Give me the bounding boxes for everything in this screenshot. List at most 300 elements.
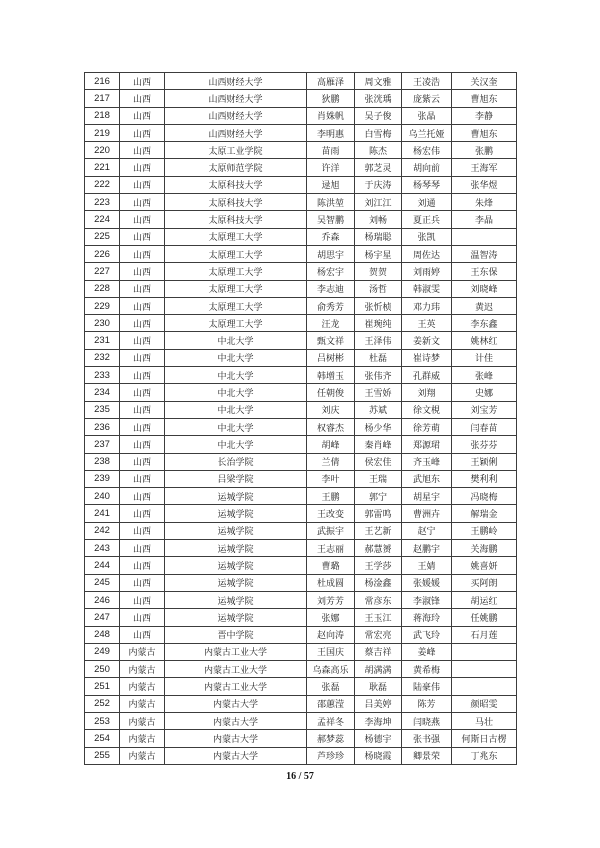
province-cell: 山西 (120, 159, 165, 176)
name-cell-4: 马壮 (452, 712, 517, 729)
name-cell-4: 何斯日古楞 (452, 730, 517, 747)
name-cell-4: 李晶 (452, 211, 517, 228)
row-number: 222 (85, 176, 120, 193)
name-cell-1: 韩增玉 (307, 367, 355, 384)
university-cell: 太原科技大学 (165, 194, 307, 211)
province-cell: 山西 (120, 73, 165, 90)
name-cell-4: 姚林红 (452, 332, 517, 349)
table-row (85, 194, 517, 211)
name-cell-3: 庞紫云 (402, 90, 452, 107)
table-row (85, 401, 517, 418)
province-cell: 山西 (120, 557, 165, 574)
table-row (85, 228, 517, 245)
university-cell: 中北大学 (165, 401, 307, 418)
row-number: 228 (85, 280, 120, 297)
table-row (85, 540, 517, 557)
name-cell-3: 闫晓燕 (402, 712, 452, 729)
name-cell-3: 胡向前 (402, 159, 452, 176)
university-cell: 中北大学 (165, 418, 307, 435)
name-cell-3: 李淑锋 (402, 591, 452, 608)
university-cell: 内蒙古大学 (165, 730, 307, 747)
name-cell-4: 李东鑫 (452, 315, 517, 332)
table-row (85, 315, 517, 332)
row-number: 239 (85, 470, 120, 487)
table-row (85, 418, 517, 435)
name-cell-1: 吴智鹏 (307, 211, 355, 228)
name-cell-4: 朱烽 (452, 194, 517, 211)
name-cell-3: 刘雨婷 (402, 263, 452, 280)
row-number: 240 (85, 488, 120, 505)
name-cell-4: 冯晓梅 (452, 488, 517, 505)
name-cell-2: 张忻桢 (355, 297, 402, 314)
province-cell: 山西 (120, 384, 165, 401)
name-cell-1: 乔森 (307, 228, 355, 245)
name-cell-1: 张磊 (307, 678, 355, 695)
name-cell-4: 石月莲 (452, 626, 517, 643)
name-cell-2: 郭宁 (355, 488, 402, 505)
table-row (85, 695, 517, 712)
row-number: 227 (85, 263, 120, 280)
name-cell-3: 韩淑雯 (402, 280, 452, 297)
name-cell-3: 周佐达 (402, 245, 452, 262)
province-cell: 山西 (120, 315, 165, 332)
name-cell-3: 陆豪伟 (402, 678, 452, 695)
table-row (85, 626, 517, 643)
name-cell-1: 芦珍珍 (307, 747, 355, 764)
name-cell-4: 任姚鹏 (452, 609, 517, 626)
province-cell: 山西 (120, 453, 165, 470)
name-cell-1: 许洋 (307, 159, 355, 176)
university-cell: 中北大学 (165, 332, 307, 349)
row-number: 248 (85, 626, 120, 643)
name-cell-2: 苏斌 (355, 401, 402, 418)
university-cell: 太原科技大学 (165, 211, 307, 228)
table-row (85, 384, 517, 401)
name-cell-4: 王海军 (452, 159, 517, 176)
name-cell-2: 于庆涛 (355, 176, 402, 193)
name-cell-4: 闫春苗 (452, 418, 517, 435)
university-cell: 山西财经大学 (165, 124, 307, 141)
name-cell-1: 郝梦蕊 (307, 730, 355, 747)
name-cell-4: 王东保 (452, 263, 517, 280)
table-row (85, 678, 517, 695)
row-number: 247 (85, 609, 120, 626)
row-number: 251 (85, 678, 120, 695)
name-cell-2: 刘畅 (355, 211, 402, 228)
row-number: 217 (85, 90, 120, 107)
name-cell-2: 蔡吉祥 (355, 643, 402, 660)
table-row (85, 280, 517, 297)
province-cell: 内蒙古 (120, 643, 165, 660)
province-cell: 山西 (120, 349, 165, 366)
university-cell: 内蒙古工业大学 (165, 661, 307, 678)
row-number: 255 (85, 747, 120, 764)
name-cell-1: 甄文祥 (307, 332, 355, 349)
table-row (85, 159, 517, 176)
name-cell-3: 胡星宇 (402, 488, 452, 505)
province-cell: 山西 (120, 367, 165, 384)
page-number: 16 / 57 (286, 771, 314, 782)
table-row (85, 297, 517, 314)
name-cell-2: 陈杰 (355, 142, 402, 159)
university-cell: 中北大学 (165, 367, 307, 384)
university-cell: 中北大学 (165, 436, 307, 453)
name-cell-1: 曹璐 (307, 557, 355, 574)
name-cell-2: 杨晓霞 (355, 747, 402, 764)
university-cell: 太原工业学院 (165, 142, 307, 159)
table-row (85, 245, 517, 262)
province-cell: 山西 (120, 418, 165, 435)
name-cell-4: 李静 (452, 107, 517, 124)
name-cell-3: 赵宁 (402, 522, 452, 539)
name-cell-3: 卿景荣 (402, 747, 452, 764)
name-cell-4: 姚喜妍 (452, 557, 517, 574)
name-cell-4: 王颖俐 (452, 453, 517, 470)
university-cell: 运城学院 (165, 488, 307, 505)
name-cell-3: 张凯 (402, 228, 452, 245)
table-row (85, 609, 517, 626)
name-cell-3: 王英 (402, 315, 452, 332)
row-number: 216 (85, 73, 120, 90)
province-cell: 内蒙古 (120, 712, 165, 729)
name-cell-4: 樊利利 (452, 470, 517, 487)
name-cell-1: 乌森高乐 (307, 661, 355, 678)
name-cell-1: 俞秀芳 (307, 297, 355, 314)
university-cell: 中北大学 (165, 349, 307, 366)
table-row (85, 591, 517, 608)
name-cell-3: 乌兰托娅 (402, 124, 452, 141)
name-cell-3: 夏正兵 (402, 211, 452, 228)
university-cell: 长治学院 (165, 453, 307, 470)
table-row (85, 124, 517, 141)
name-cell-1: 高雁泽 (307, 73, 355, 90)
university-cell: 内蒙古大学 (165, 695, 307, 712)
province-cell: 山西 (120, 176, 165, 193)
province-cell: 山西 (120, 436, 165, 453)
name-cell-1: 狄鹏 (307, 90, 355, 107)
name-cell-3: 杨琴琴 (402, 176, 452, 193)
name-cell-2: 王瑞 (355, 470, 402, 487)
name-cell-1: 赵向涛 (307, 626, 355, 643)
name-cell-1: 胡思宇 (307, 245, 355, 262)
name-cell-2: 杨瑞聪 (355, 228, 402, 245)
province-cell: 山西 (120, 107, 165, 124)
name-cell-1: 杨宏宇 (307, 263, 355, 280)
row-number: 238 (85, 453, 120, 470)
province-cell: 山西 (120, 522, 165, 539)
row-number: 219 (85, 124, 120, 141)
name-cell-2: 王艺新 (355, 522, 402, 539)
table-row (85, 367, 517, 384)
name-cell-1: 王国庆 (307, 643, 355, 660)
name-cell-3: 赵鹏宇 (402, 540, 452, 557)
name-cell-2: 郭雷鸣 (355, 505, 402, 522)
row-number: 253 (85, 712, 120, 729)
row-number: 220 (85, 142, 120, 159)
table-row (85, 470, 517, 487)
university-cell: 太原师范学院 (165, 159, 307, 176)
name-cell-3: 刘翔 (402, 384, 452, 401)
name-cell-4: 黄迟 (452, 297, 517, 314)
row-number: 244 (85, 557, 120, 574)
province-cell: 山西 (120, 280, 165, 297)
name-cell-1: 刘庆 (307, 401, 355, 418)
name-cell-1: 武振宇 (307, 522, 355, 539)
row-number: 225 (85, 228, 120, 245)
name-cell-2: 刘江江 (355, 194, 402, 211)
name-cell-3: 陈芳 (402, 695, 452, 712)
province-cell: 山西 (120, 228, 165, 245)
row-number: 235 (85, 401, 120, 418)
row-number: 237 (85, 436, 120, 453)
province-cell: 山西 (120, 488, 165, 505)
name-cell-1: 张娜 (307, 609, 355, 626)
row-number: 254 (85, 730, 120, 747)
name-cell-4: 王鹏岭 (452, 522, 517, 539)
name-cell-1: 李志迪 (307, 280, 355, 297)
name-cell-4: 温智涛 (452, 245, 517, 262)
university-cell: 太原理工大学 (165, 263, 307, 280)
university-cell: 运城学院 (165, 522, 307, 539)
table-row (85, 522, 517, 539)
table-row (85, 747, 517, 764)
name-cell-2: 耿磊 (355, 678, 402, 695)
name-cell-4 (452, 661, 517, 678)
university-cell: 内蒙古工业大学 (165, 643, 307, 660)
name-cell-4: 史娜 (452, 384, 517, 401)
province-cell: 山西 (120, 124, 165, 141)
name-cell-3: 张晶 (402, 107, 452, 124)
university-cell: 内蒙古工业大学 (165, 678, 307, 695)
name-cell-1: 王鹏 (307, 488, 355, 505)
name-cell-3: 武飞玲 (402, 626, 452, 643)
university-cell: 运城学院 (165, 574, 307, 591)
university-cell: 运城学院 (165, 591, 307, 608)
name-cell-4: 丁兆东 (452, 747, 517, 764)
table-row (85, 263, 517, 280)
table-row (85, 643, 517, 660)
university-cell: 太原理工大学 (165, 297, 307, 314)
name-cell-1: 杜成圆 (307, 574, 355, 591)
table-row (85, 436, 517, 453)
table-row (85, 107, 517, 124)
name-cell-1: 李明惠 (307, 124, 355, 141)
name-cell-2: 周文雅 (355, 73, 402, 90)
university-cell: 山西财经大学 (165, 90, 307, 107)
province-cell: 山西 (120, 626, 165, 643)
name-cell-1: 苗雨 (307, 142, 355, 159)
province-cell: 山西 (120, 401, 165, 418)
table-row (85, 661, 517, 678)
name-cell-4: 计佳 (452, 349, 517, 366)
name-cell-1: 吕树彬 (307, 349, 355, 366)
name-cell-2: 胡满满 (355, 661, 402, 678)
row-number: 232 (85, 349, 120, 366)
name-cell-2: 张伟齐 (355, 367, 402, 384)
row-number: 250 (85, 661, 120, 678)
table-row (85, 211, 517, 228)
table-row (85, 142, 517, 159)
name-cell-4: 张芬芬 (452, 436, 517, 453)
name-cell-2: 秦肖峰 (355, 436, 402, 453)
name-cell-2: 杨淦鑫 (355, 574, 402, 591)
name-cell-4: 曹旭东 (452, 90, 517, 107)
province-cell: 山西 (120, 297, 165, 314)
name-cell-2: 王泽伟 (355, 332, 402, 349)
table-row (85, 505, 517, 522)
row-number: 224 (85, 211, 120, 228)
province-cell: 内蒙古 (120, 695, 165, 712)
table-row (85, 574, 517, 591)
name-cell-2: 杨少华 (355, 418, 402, 435)
name-cell-2: 杨宇星 (355, 245, 402, 262)
name-cell-4: 刘晓峰 (452, 280, 517, 297)
university-cell: 山西财经大学 (165, 73, 307, 90)
name-cell-1: 陈洪堃 (307, 194, 355, 211)
name-cell-4 (452, 678, 517, 695)
name-cell-2: 常宏亮 (355, 626, 402, 643)
name-cell-3: 姜新文 (402, 332, 452, 349)
name-cell-4 (452, 228, 517, 245)
row-number: 231 (85, 332, 120, 349)
name-cell-2: 郭芝灵 (355, 159, 402, 176)
row-number: 243 (85, 540, 120, 557)
table-row (85, 453, 517, 470)
name-cell-3: 刘通 (402, 194, 452, 211)
province-cell: 山西 (120, 470, 165, 487)
name-cell-2: 王学莎 (355, 557, 402, 574)
name-cell-1: 孟祥冬 (307, 712, 355, 729)
table-row (85, 712, 517, 729)
name-cell-4: 解瑞金 (452, 505, 517, 522)
university-cell: 太原理工大学 (165, 280, 307, 297)
row-number: 246 (85, 591, 120, 608)
university-cell: 太原科技大学 (165, 176, 307, 193)
name-cell-1: 逯旭 (307, 176, 355, 193)
province-cell: 山西 (120, 609, 165, 626)
province-cell: 山西 (120, 332, 165, 349)
name-cell-1: 兰倩 (307, 453, 355, 470)
name-cell-3: 崔诗梦 (402, 349, 452, 366)
row-number: 234 (85, 384, 120, 401)
university-cell: 太原理工大学 (165, 228, 307, 245)
row-number: 252 (85, 695, 120, 712)
name-cell-3: 曹洲卉 (402, 505, 452, 522)
row-number: 241 (85, 505, 120, 522)
roster-body (85, 73, 517, 765)
university-cell: 运城学院 (165, 540, 307, 557)
name-cell-2: 张洸瑀 (355, 90, 402, 107)
province-cell: 内蒙古 (120, 747, 165, 764)
university-cell: 晋中学院 (165, 626, 307, 643)
row-number: 223 (85, 194, 120, 211)
name-cell-4: 张峰 (452, 367, 517, 384)
name-cell-3: 张媛媛 (402, 574, 452, 591)
name-cell-2: 吕美婷 (355, 695, 402, 712)
name-cell-2: 白雪梅 (355, 124, 402, 141)
name-cell-4: 买阿朗 (452, 574, 517, 591)
province-cell: 山西 (120, 194, 165, 211)
province-cell: 内蒙古 (120, 730, 165, 747)
province-cell: 山西 (120, 142, 165, 159)
name-cell-3: 徐芳萌 (402, 418, 452, 435)
university-cell: 内蒙古大学 (165, 747, 307, 764)
province-cell: 山西 (120, 574, 165, 591)
province-cell: 山西 (120, 505, 165, 522)
row-number: 218 (85, 107, 120, 124)
name-cell-3: 黄希梅 (402, 661, 452, 678)
name-cell-3: 蒋海玲 (402, 609, 452, 626)
row-number: 229 (85, 297, 120, 314)
name-cell-4: 胡运红 (452, 591, 517, 608)
name-cell-4: 颜昭雯 (452, 695, 517, 712)
name-cell-1: 胡峰 (307, 436, 355, 453)
province-cell: 山西 (120, 540, 165, 557)
row-number: 233 (85, 367, 120, 384)
name-cell-1: 邵蕙滢 (307, 695, 355, 712)
name-cell-3: 武旭东 (402, 470, 452, 487)
name-cell-2: 汤哲 (355, 280, 402, 297)
table-row (85, 176, 517, 193)
row-number: 245 (85, 574, 120, 591)
name-cell-1: 权睿杰 (307, 418, 355, 435)
name-cell-1: 王志丽 (307, 540, 355, 557)
name-cell-1: 王改变 (307, 505, 355, 522)
name-cell-3: 王凌浩 (402, 73, 452, 90)
name-cell-3: 姜峰 (402, 643, 452, 660)
name-cell-3: 徐文梘 (402, 401, 452, 418)
name-cell-2: 郝慧赟 (355, 540, 402, 557)
name-cell-2: 吴子俊 (355, 107, 402, 124)
row-number: 242 (85, 522, 120, 539)
university-cell: 山西财经大学 (165, 107, 307, 124)
table-row (85, 90, 517, 107)
province-cell: 山西 (120, 245, 165, 262)
table-row (85, 73, 517, 90)
name-cell-4: 张华煜 (452, 176, 517, 193)
province-cell: 山西 (120, 211, 165, 228)
name-cell-3: 齐玉峰 (402, 453, 452, 470)
name-cell-1: 肖姝帆 (307, 107, 355, 124)
name-cell-3: 张书强 (402, 730, 452, 747)
name-cell-1: 李叶 (307, 470, 355, 487)
university-cell: 吕梁学院 (165, 470, 307, 487)
table-row (85, 730, 517, 747)
name-cell-2: 崔琬纯 (355, 315, 402, 332)
university-cell: 运城学院 (165, 557, 307, 574)
name-cell-1: 任朝俊 (307, 384, 355, 401)
name-cell-3: 郑源珺 (402, 436, 452, 453)
name-cell-2: 常彦东 (355, 591, 402, 608)
table-row (85, 332, 517, 349)
university-cell: 运城学院 (165, 505, 307, 522)
table-row (85, 557, 517, 574)
row-number: 249 (85, 643, 120, 660)
name-cell-4: 关汉奎 (452, 73, 517, 90)
province-cell: 山西 (120, 263, 165, 280)
row-number: 221 (85, 159, 120, 176)
table-row (85, 488, 517, 505)
name-cell-3: 孔群威 (402, 367, 452, 384)
name-cell-4: 曹旭东 (452, 124, 517, 141)
name-cell-3: 杨宏伟 (402, 142, 452, 159)
row-number: 230 (85, 315, 120, 332)
name-cell-4: 刘宝芳 (452, 401, 517, 418)
province-cell: 内蒙古 (120, 661, 165, 678)
name-cell-2: 侯宏佳 (355, 453, 402, 470)
name-cell-2: 王雪娇 (355, 384, 402, 401)
province-cell: 山西 (120, 90, 165, 107)
